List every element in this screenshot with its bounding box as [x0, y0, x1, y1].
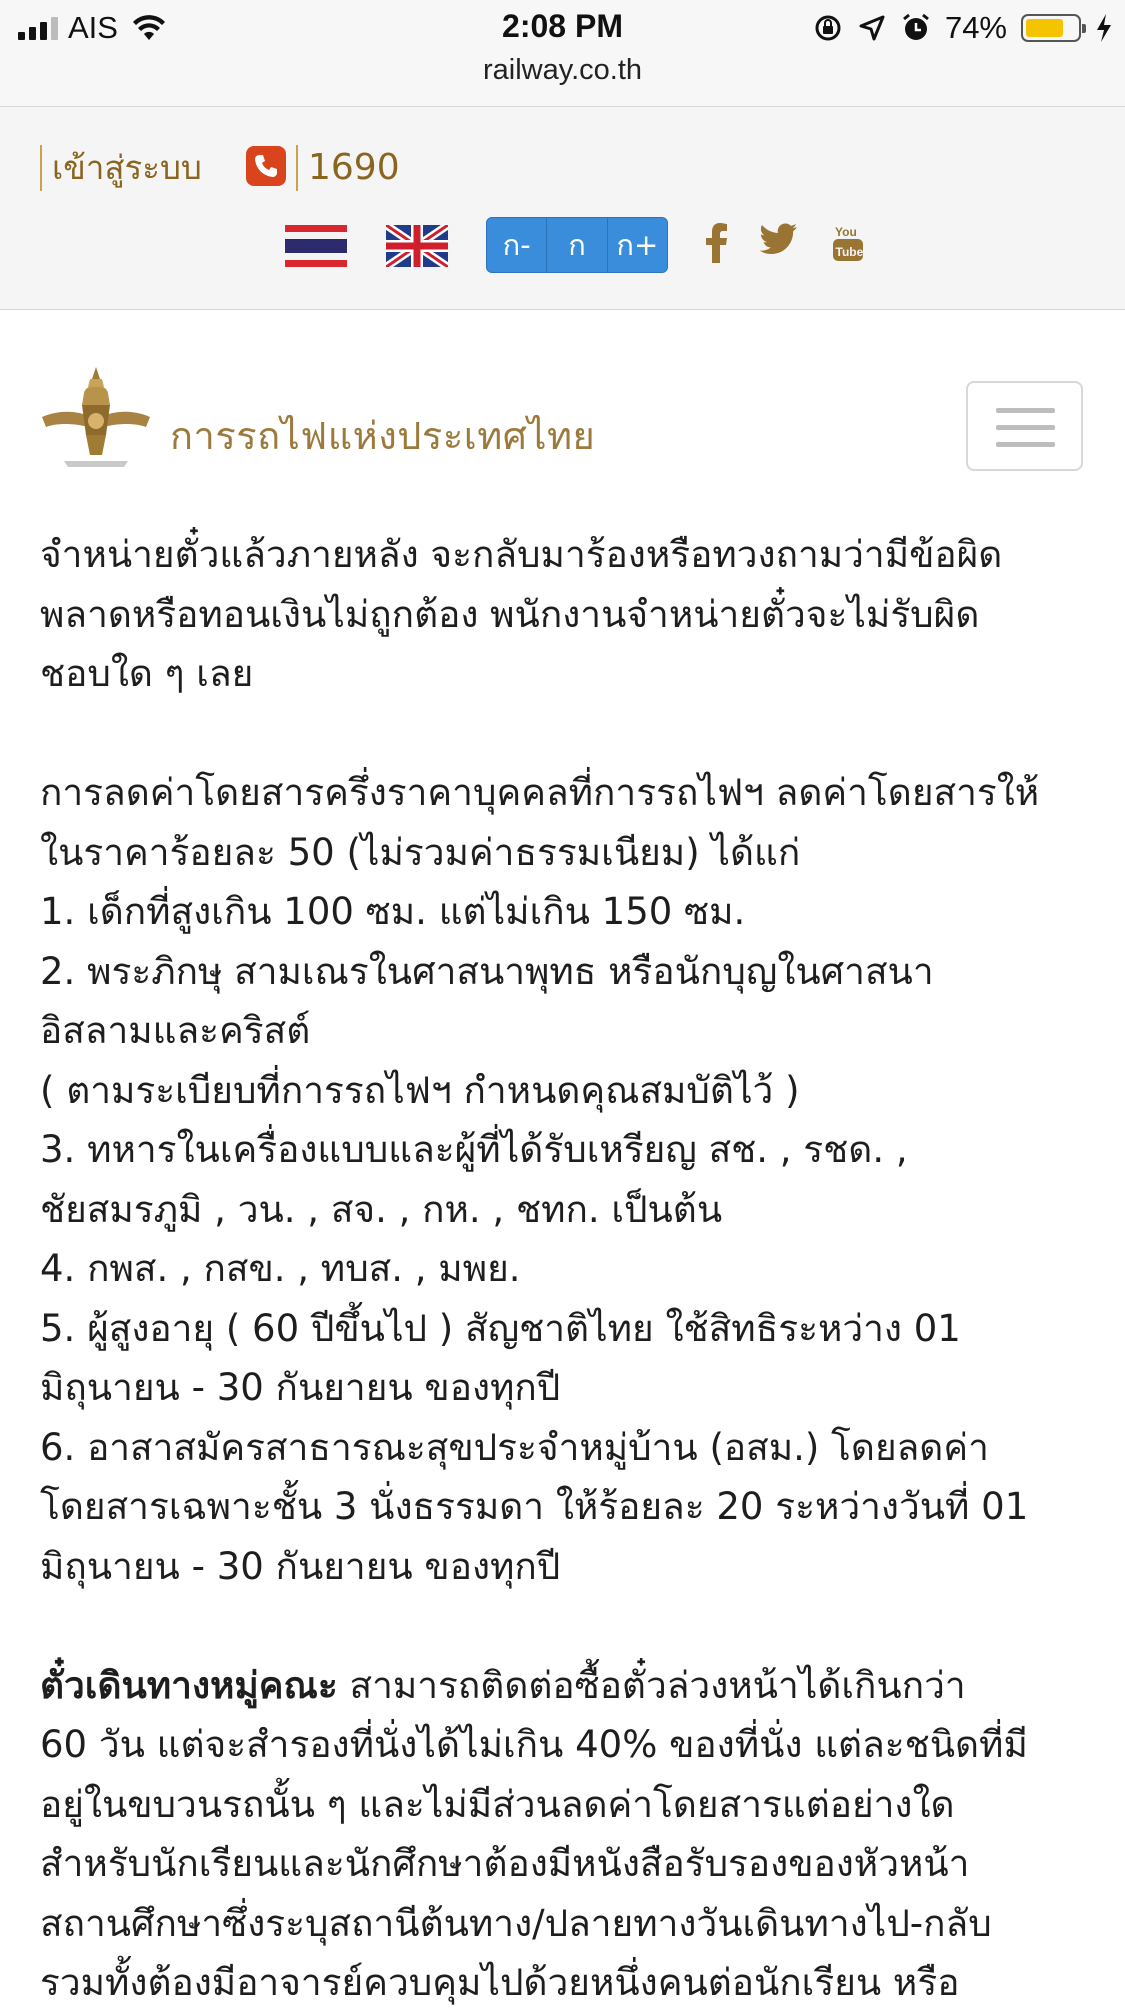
text-line: โดยสารเฉพาะชั้น 3 นั่งธรรมดา ให้ร้อยละ 20 ระหว่างวันที่ 01: [40, 1485, 1029, 1528]
font-size-controls: [486, 217, 668, 273]
location-icon: [857, 13, 887, 43]
carrier-name: AIS: [68, 10, 118, 45]
text-line: ( ตามระเบียบที่การรถไฟฯ กำหนดคุณสมบัติไว้ ): [40, 1068, 800, 1112]
font-decrease-button[interactable]: ก-: [487, 218, 547, 272]
text-line: จำหน่ายตั๋วแล้วภายหลัง จะกลับมาร้องหรือทวงถามว่ามีข้อผิด: [40, 533, 1003, 576]
text-line: ในราคาร้อยละ 50 (ไม่รวมค่าธรรมเนียม) ได้แก่: [40, 830, 801, 874]
battery-icon: [1021, 14, 1081, 42]
list-item: 4. กพส. , กสข. , ทบส. , มพย.: [40, 1247, 521, 1290]
text-line: อิสลามและคริสต์: [40, 1009, 311, 1052]
text-line: สถานศึกษาซึ่งระบุสถานีต้นทาง/ปลายทางวันเดินทางไป-กลับ: [40, 1901, 992, 1945]
hotline-number[interactable]: 1690: [296, 145, 400, 191]
text-line: ชัยสมรภูมิ , วน. , สจ. , กห. , ชทก. เป็นต้น: [40, 1187, 723, 1231]
facebook-icon[interactable]: [704, 223, 728, 263]
text-line: มิถุนายน - 30 กันยายน ของทุกปี: [40, 1366, 561, 1409]
text-line: มิถุนายน - 30 กันยายน ของทุกปี: [40, 1544, 561, 1588]
twitter-icon[interactable]: [760, 223, 798, 255]
url-bar[interactable]: railway.co.th: [482, 54, 643, 86]
organization-name[interactable]: การรถไฟแห่งประเทศไทย: [170, 414, 596, 458]
status-bar: [0, 0, 1125, 107]
battery-level-fill: [1026, 19, 1063, 37]
list-item: 6. อาสาสมัครสาธารณะสุขประจำหมู่บ้าน (อสม.) โดยลดค่า: [40, 1425, 989, 1469]
text-line: พลาดหรือทอนเงินไม่ถูกต้อง พนักงานจำหน่ายตั๋วจะไม่รับผิด: [40, 592, 980, 636]
group-ticket-heading: ตั๋วเดินทางหมู่คณะ: [40, 1663, 338, 1707]
login-link[interactable]: เข้าสู่ระบบ: [40, 145, 202, 191]
alarm-icon: [901, 13, 931, 43]
status-right: [813, 8, 1113, 48]
text-line: [40, 1656, 1100, 1716]
list-item: 5. ผู้สูงอายุ ( 60 ปีขึ้นไป ) สัญชาติไทย ใช้สิทธิระหว่าง 01: [40, 1306, 961, 1350]
text-line: การลดค่าโดยสารครึ่งราคาบุคคลที่การรถไฟฯ ลดค่าโดยสารให้: [40, 771, 1040, 814]
thai-flag-icon[interactable]: [285, 225, 347, 267]
list-item: 3. ทหารในเครื่องแบบและผู้ที่ได้รับเหรียญ สช. , รชด. ,: [40, 1128, 908, 1171]
text-line: สำหรับนักเรียนและนักศึกษาต้องมีหนังสือรับรองของหัวหน้า: [40, 1842, 970, 1885]
charging-icon: [1095, 13, 1113, 43]
rotation-lock-icon: [813, 13, 843, 43]
uk-flag-icon[interactable]: [386, 225, 448, 267]
battery-percentage: 74%: [944, 10, 1007, 45]
youtube-icon[interactable]: [832, 223, 864, 263]
clock: 2:08 PM: [502, 8, 623, 44]
text-line: รวมทั้งต้องมีอาจารย์ควบคุมไปด้วยหนึ่งคนต่อนักเรียน หรือ: [40, 1961, 960, 2004]
phone-icon: [246, 146, 286, 186]
article-content: [40, 525, 1100, 2013]
svg-text:Tube: Tube: [835, 245, 864, 259]
svg-text:You: You: [835, 225, 857, 239]
font-reset-button[interactable]: ก: [547, 218, 607, 272]
hamburger-menu-button[interactable]: [966, 381, 1083, 471]
text-line: 60 วัน แต่จะสำรองที่นั่งได้ไม่เกิน 40% ของที่นั่ง แต่ละชนิดที่มี: [40, 1723, 1028, 1766]
text-span: สามารถติดต่อซื้อตั๋วล่วงหน้าได้เกินกว่า: [337, 1663, 966, 1707]
text-line: อยู่ในขบวนรถนั้น ๆ และไม่มีส่วนลดค่าโดยสารแต่อย่างใด: [40, 1782, 955, 1826]
text-line: ชอบใด ๆ เลย: [40, 652, 254, 695]
utility-bar: [0, 107, 1125, 310]
list-item: 1. เด็กที่สูงเกิน 100 ซม. แต่ไม่เกิน 150 ซม.: [40, 890, 746, 933]
list-item: 2. พระภิกษุ สามเณรในศาสนาพุทธ หรือนักบุญในศาสนา: [40, 949, 934, 993]
srt-logo-icon[interactable]: [40, 365, 152, 470]
font-increase-button[interactable]: ก+: [616, 228, 659, 262]
